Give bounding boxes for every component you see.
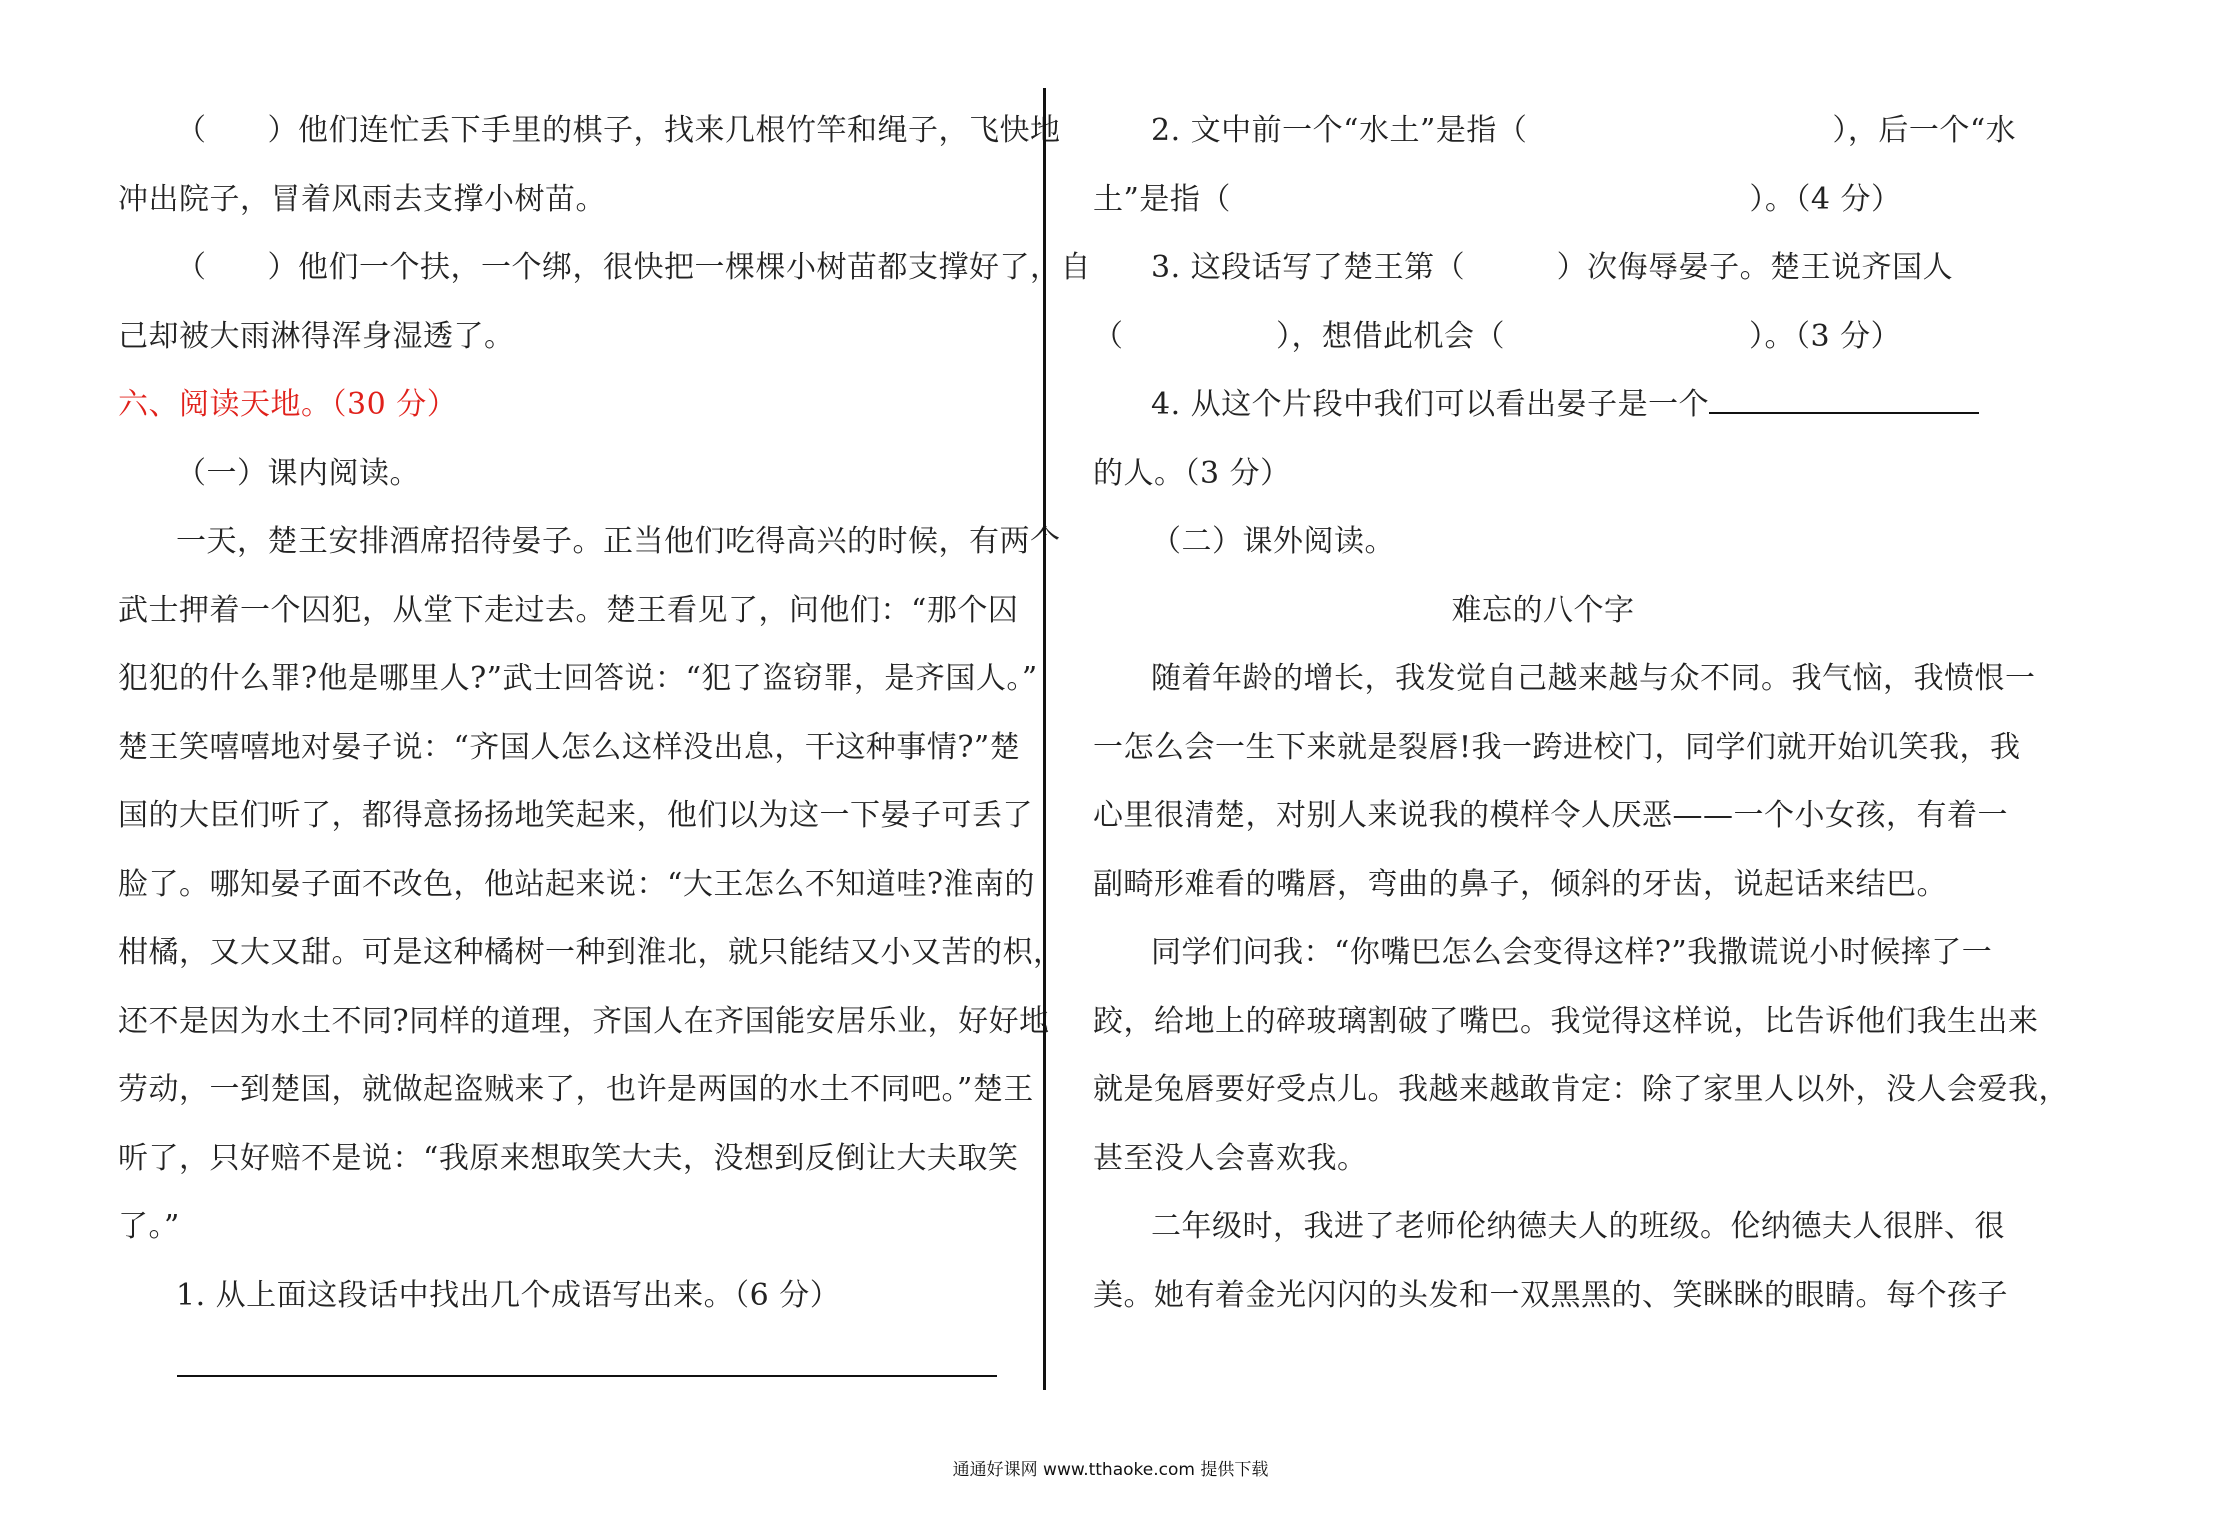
story-line: 副畸形难看的嘴唇，弯曲的鼻子，倾斜的牙齿，说起话来结巴。 <box>1093 866 1947 902</box>
story-line: 甚至没人会喜欢我。 <box>1093 1140 1368 1176</box>
question-2: 2. 文中前一个“水土”是指（ ），后一个“水 <box>1151 113 2017 148</box>
answer-blank-q4[interactable] <box>1709 378 1979 414</box>
story-line: 一怎么会一生下来就是裂唇!我一跨进校门，同学们就开始讥笑我，我 <box>1093 729 2021 765</box>
story-title: 难忘的八个字 <box>1451 592 1635 628</box>
answer-line-q1[interactable] <box>177 1375 997 1377</box>
question-4 <box>1093 371 1993 440</box>
page-footer: 通通好课网 www.tthaoke.com 提供下载 <box>952 1460 1269 1480</box>
story-line: 美。她有着金光闪闪的头发和一双黑黑的、笑眯眯的眼睛。每个孩子 <box>1093 1277 2008 1313</box>
passage-line: 一天，楚王安排酒席招待晏子。正当他们吃得高兴的时候，有两个 <box>176 524 1061 559</box>
ordering-item: （ ）他们连忙丢下手里的棋子，找来几根竹竿和绳子，飞快地 <box>176 113 1061 148</box>
left-column <box>118 97 1091 1330</box>
passage-line: 国的大臣们听了，都得意扬扬地笑起来，他们以为这一下晏子可丢了 <box>118 798 1033 833</box>
story-line: 随着年龄的增长，我发觉自己越来越与众不同。我气恼，我愤恨一 <box>1151 661 2036 696</box>
passage-line: 还不是因为水土不同?同样的道理，齐国人在齐国能安居乐业，好好地 <box>118 1003 1050 1039</box>
passage-line: 楚王笑嘻嘻地对晏子说：“齐国人怎么这样没出息，干这种事情?”楚 <box>118 729 1021 765</box>
ordering-item: （ ）他们一个扶，一个绑，很快把一棵棵小树苗都支撑好了，自 <box>176 250 1091 285</box>
column-divider <box>1043 88 1046 1390</box>
question-4-text: 4. 从这个片段中我们可以看出晏子是一个 <box>1151 387 1710 422</box>
story-line: 跤，给地上的碎玻璃割破了嘴巴。我觉得这样说，比告诉他们我生出来 <box>1093 1003 2039 1039</box>
story-line: 心里很清楚，对别人来说我的模样令人厌恶——一个小女孩，有着一 <box>1093 798 2008 833</box>
subsection-heading: （一）课内阅读。 <box>176 455 420 491</box>
ordering-item-continued: 冲出院子，冒着风雨去支撑小树苗。 <box>118 181 606 217</box>
passage-line: 犯犯的什么罪?他是哪里人?”武士回答说：“犯了盗窃罪，是齐国人。” <box>118 661 1038 696</box>
passage-line: 武士押着一个囚犯，从堂下走过去。楚王看见了，问他们：“那个囚 <box>118 592 1019 628</box>
passage-line: 了。” <box>118 1209 180 1244</box>
passage-line: 劳动，一到楚国，就做起盗贼来了，也许是两国的水土不同吧。”楚王 <box>118 1072 1034 1107</box>
passage-line: 柑橘，又大又甜。可是这种橘树一种到淮北，就只能结又小又苦的枳， <box>118 935 1064 970</box>
question-3: 3. 这段话写了楚王第（ ）次侮辱晏子。楚王说齐国人 <box>1151 250 1954 285</box>
story-line: 同学们问我：“你嘴巴怎么会变得这样?”我撒谎说小时候摔了一 <box>1151 935 1993 970</box>
question-1: 1. 从上面这段话中找出几个成语写出来。（6 分） <box>176 1277 841 1313</box>
passage-line: 脸了。哪知晏子面不改色，他站起来说：“大王怎么不知道哇?淮南的 <box>118 866 1035 902</box>
question-2-continued: 土”是指（ ）。（4 分） <box>1093 181 1902 217</box>
section-heading: 六、阅读天地。（30 分） <box>118 387 458 422</box>
story-line: 二年级时，我进了老师伦纳德夫人的班级。伦纳德夫人很胖、很 <box>1151 1209 2005 1244</box>
question-3-continued: （ ），想借此机会（ ）。（3 分） <box>1093 318 1902 354</box>
question-4-continued: 的人。（3 分） <box>1093 455 1291 491</box>
story-line: 就是兔唇要好受点儿。我越来越敢肯定：除了家里人以外，没人会爱我， <box>1093 1072 2069 1107</box>
ordering-item-continued: 己却被大雨淋得浑身湿透了。 <box>118 318 515 354</box>
passage-line: 听了，只好赔不是说：“我原来想取笑大夫，没想到反倒让大夫取笑 <box>118 1140 1019 1176</box>
right-column <box>1093 97 2069 1330</box>
subsection-heading: （二）课外阅读。 <box>1151 524 1395 559</box>
